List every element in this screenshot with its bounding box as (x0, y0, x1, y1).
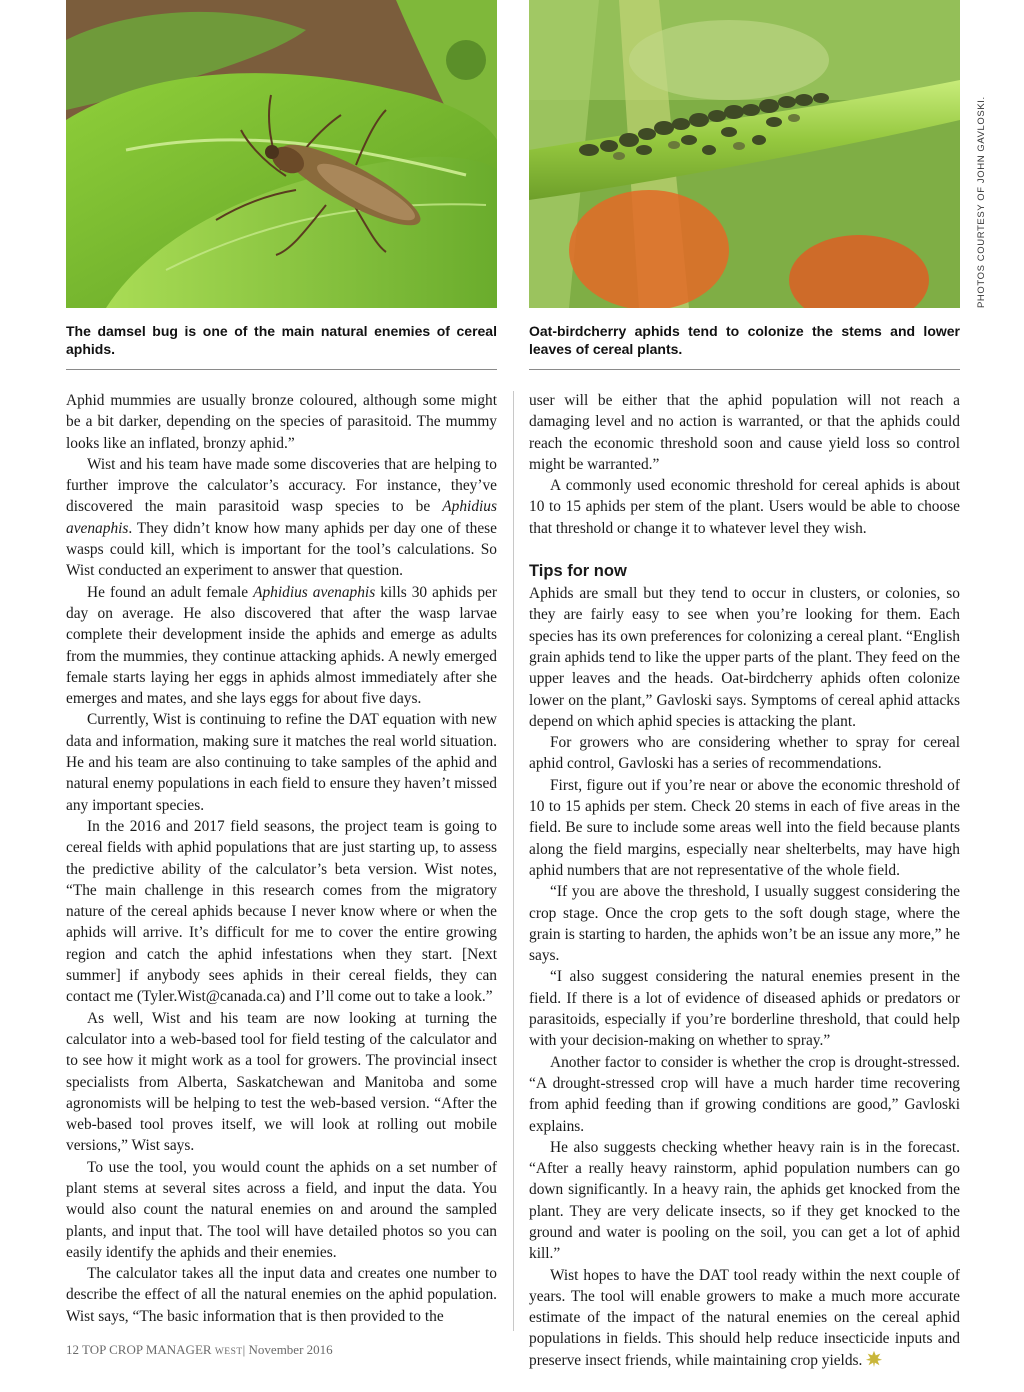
column-divider (513, 391, 514, 1331)
text-run: The calculator takes all the input data and creates one number to describe the effect of all the natural enemies on the aphid population. Wist says, “The basic information that is then provided to the (66, 1265, 497, 1325)
paragraph (529, 583, 960, 732)
paragraph (66, 1008, 497, 1157)
text-run: He also suggests checking whether heavy rain is in the forecast. “After a really heavy rainstorm, aphid population numbers can go down significantly. In a heavy rain, the aphids get knocked from the plant. They are very delicate insects, so if they get knocked to the ground and water is pooling on the soil, you can get a lot of aphid kill.” (529, 1138, 960, 1263)
paragraph (529, 390, 960, 475)
text-run: First, figure out if you’re near or above the economic threshold of 10 to 15 aphids per stem. Check 20 stems in each of five areas in the field. Be sure to include some areas well into the field because plants along the field margins, especially near shelterbelts, may have high aphid numbers that are not representative of the whole field. (529, 776, 960, 879)
text-run: To use the tool, you would count the aphids on a set number of plant stems at several sites across a field, and input the data. You would also count the natural enemies on and around the sampled plants, and input that. The tool will have detailed photos so you can easily identify the aphids and their enemies. (66, 1158, 497, 1261)
aphid-colony-image (529, 0, 960, 308)
aphid-colony-photo (529, 0, 960, 308)
photo-credit: PHOTOS COURTESY OF JOHN GAVLOSKI. (976, 96, 987, 308)
text-run: Aphid mummies are usually bronze coloured, although some might be a bit darker, depending on the species of parasitoid. The mummy looks like an inflated, bronzy aphid.” (66, 392, 497, 452)
page-footer (66, 1342, 333, 1358)
paragraph (66, 582, 497, 710)
issue-date: November 2016 (248, 1342, 333, 1357)
article-body-continued (529, 390, 960, 539)
paragraph (529, 966, 960, 1051)
paragraph (66, 1157, 497, 1263)
paragraph (529, 775, 960, 881)
paragraph (529, 1052, 960, 1137)
text-run: . They didn’t know how many aphids per day one of these wasps could kill, which is important for the tool’s calculations. So Wist conducted an experiment to answer that question. (66, 519, 497, 580)
article-column-right (529, 390, 960, 1371)
paragraph (66, 1263, 497, 1327)
species-name: Aphidius avenaphis (253, 583, 376, 601)
text-run: user will be either that the aphid population will not reach a damaging level and no action is warranted, or that the aphids could reach the economic threshold soon and cause yield loss so control might be warranted.” (529, 392, 960, 473)
photo-caption-left: The damsel bug is one of the main natural enemies of cereal aphids. (66, 323, 497, 357)
text-run: In the 2016 and 2017 field seasons, the project team is going to cereal fields with aphid populations that are just starting up, to assess the predictive ability of the calculator’s beta version. Wist notes, “The main challenge in this research comes from the migratory nature of the cereal aphids because I never know where or when the aphids will arrive. It’s difficult for me to cover the entire growing region and catch the aphid infestations when they start. [Next summer] if anybody sees aphids in their cereal fields, they can contact me (Tyler.Wist@canada.ca) and I’ll come out to take a look.” (66, 817, 497, 1006)
paragraph (66, 454, 497, 582)
subhead-tips-for-now: Tips for now (529, 562, 627, 581)
tips-section (529, 583, 960, 1371)
text-run: Wist hopes to have the DAT tool ready within the next couple of years. The tool will enable growers to make a much more accurate estimate of the impact of the natural enemies on the cereal aphid populations in fields. This should help reduce insecticide inputs and preserve insect friends, while maintaining crop yields. (529, 1266, 960, 1369)
paragraph (529, 732, 960, 775)
page-number: 12 (66, 1342, 79, 1357)
damsel-bug-photo (66, 0, 497, 308)
footer-separator: | (242, 1342, 246, 1357)
paragraph (529, 475, 960, 539)
caption-rule-right (529, 369, 960, 370)
caption-rule-left (66, 369, 497, 370)
photo-caption-right: Oat-birdcherry aphids tend to colonize the stems and lower leaves of cereal plants. (529, 323, 960, 357)
article-column-left (66, 390, 497, 1327)
text-run: “If you are above the threshold, I usually suggest considering the crop stage. Once the crop gets to the soft dough stage, where the grain is starting to harden, the aphids won’t be an issue any more,” he says. (529, 883, 960, 965)
paragraph (529, 1265, 960, 1371)
text-run: A commonly used economic threshold for cereal aphids is about 10 to 15 aphids per stem of the plant. Users would be able to choose that threshold or change it to whatever level they wish. (529, 477, 960, 537)
text-run: He found an adult female (87, 583, 254, 601)
text-run: Wist and his team have made some discoveries that are helping to further improve the calculator’s accuracy. For instance, they’ve discovered the main parasitoid wasp species to be (66, 455, 497, 516)
text-run: Another factor to consider is whether the crop is drought-stressed. “A drought-stressed crop will have a much harder time recovering from aphid feeding than if growing conditions are good,” Gavloski explains. (529, 1053, 960, 1135)
paragraph (66, 390, 497, 454)
damsel-bug-image (66, 0, 497, 308)
magazine-edition: WEST (214, 1347, 243, 1357)
text-run: Aphids are small but they tend to occur in clusters, or colonies, so they are fairly easy to see when you’re looking for them. Each species has its own preferences for colonizing a cereal plant. “English grain aphids tend to like the upper parts of the plant. They feed on the upper leaves and the heads. Oat-birdcherry aphids often colonize lower on the plant,” Gavloski says. Symptoms of cereal aphid attacks depend on which aphid species is attacking the plant. (529, 585, 960, 730)
paragraph (529, 1137, 960, 1265)
paragraph (529, 881, 960, 966)
paragraph (66, 709, 497, 815)
text-run: “I also suggest considering the natural enemies present in the field. If there is a lot of evidence of diseased aphids or predators or parasitoids, especially if you’re borderline threshold, that could help with your decision-making on whether to spray.” (529, 968, 960, 1050)
text-run: Currently, Wist is continuing to refine the DAT equation with new data and information, making sure it matches the real world situation. He and his team are also continuing to take samples of the aphid and natural enemy populations in each field to ensure they haven’t missed any important species. (66, 711, 497, 814)
end-mark-leaf-icon (865, 1350, 883, 1368)
text-run: kills 30 aphids per day on average. He also discovered that after the wasp larvae complete their development inside the aphids and emerge as adults from the mummies, they continue attacking aphids. A newly emerged female starts laying her eggs in aphids almost immediately after she emerges and mates, and she lays eggs for about five days. (66, 583, 497, 708)
magazine-name: TOP CROP MANAGER (82, 1342, 212, 1357)
text-run: As well, Wist and his team are now looking at turning the calculator into a web-based tool for field testing of the calculator and to see how it might work as a tool for growers. The provincial insect specialists from Alberta, Saskatchewan and Manitoba and some agronomists will be helping to test the web-based version. “After the web-based tool proves itself, we will look at rolling out mobile versions,” Wist says. (66, 1009, 497, 1155)
species-name: Aphidius avenaphis (66, 498, 497, 537)
text-run: For growers who are considering whether to spray for cereal aphid control, Gavloski has a series of recommendations. (529, 734, 960, 773)
paragraph (66, 816, 497, 1008)
